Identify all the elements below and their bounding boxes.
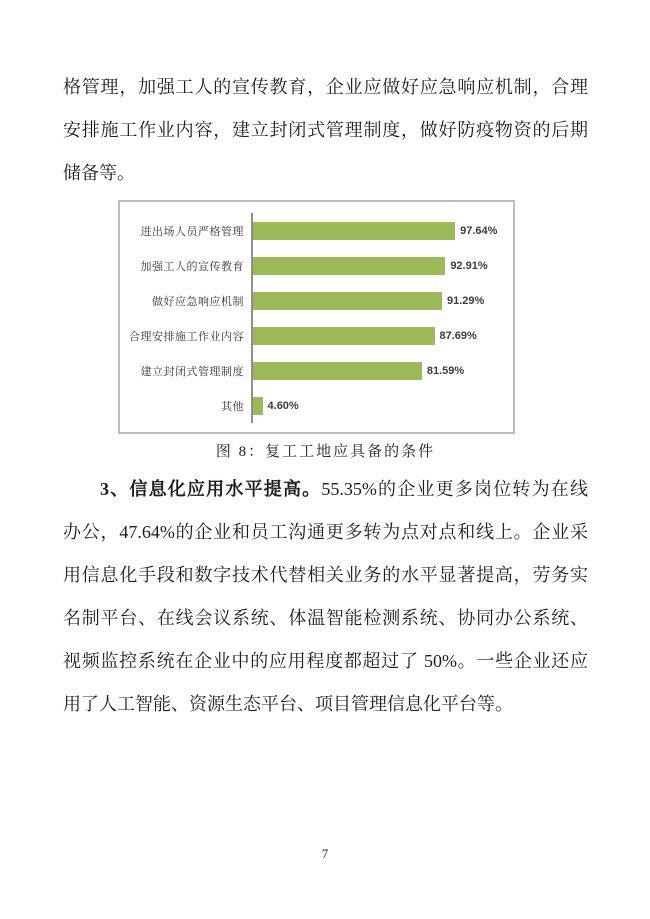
paragraph-line: 用信息化手段和数字技术代替相关业务的水平显著提高，劳务实 (63, 565, 588, 585)
bar-value-label: 97.64% (460, 224, 498, 237)
bar-category-label: 建立封闭式管理制度 (140, 365, 244, 378)
bar-value-label: 92.91% (450, 259, 488, 272)
paragraph-line: 用了人工智能、资源生态平台、项目管理信息化平台等。 (63, 694, 513, 714)
bar-category-label: 合理安排施工作业内容 (129, 330, 244, 343)
bar-category-label: 其他 (221, 400, 244, 413)
bar-category-label: 做好应急响应机制 (152, 295, 244, 308)
paragraph-line: 名制平台、在线会议系统、体温智能检测系统、协同办公系统、 (63, 608, 588, 628)
bar-value-label: 87.69% (439, 329, 477, 342)
paragraph-line: 视频监控系统在企业中的应用程度都超过了 50%。一些企业还应 (63, 651, 588, 671)
chart-plot-area (251, 248, 513, 283)
paragraph-line: 储备等。 (63, 163, 135, 183)
bar (253, 222, 455, 240)
paragraph-line: 格管理，加强工人的宣传教育，企业应做好应急响应机制，合理 (63, 77, 588, 97)
chart-row (120, 283, 513, 318)
bar (253, 397, 263, 415)
paragraph-1 (63, 66, 588, 195)
bar-value-label: 91.29% (446, 294, 485, 307)
chart-rows (120, 213, 513, 423)
chart-plot-area (251, 213, 513, 248)
document-page-content (63, 66, 588, 726)
chart-plot-area (251, 283, 513, 318)
chart-row (120, 318, 513, 353)
figure8-bar-chart (118, 200, 515, 434)
bar-value-label: 81.59% (426, 364, 465, 377)
paragraph-line: 安排施工作业内容，建立封闭式管理制度，做好防疫物资的后期 (63, 120, 588, 140)
paragraph-2 (63, 468, 588, 726)
bar (253, 327, 435, 345)
chart-plot-area (251, 388, 513, 423)
paragraph-lead: 3、信息化应用水平提高。 (100, 479, 322, 499)
paragraph-line: 办公，47.64%的企业和员工沟通更多转为点对点和线上。企业采 (63, 522, 588, 542)
bar-category-label: 进出场人员严格管理 (140, 225, 244, 238)
bar (253, 362, 422, 380)
paragraph-line (63, 468, 588, 511)
chart-row (120, 388, 513, 423)
chart-row (120, 213, 513, 248)
chart-row (120, 248, 513, 283)
bar (253, 292, 442, 310)
chart-plot-area (251, 318, 513, 353)
bar (253, 257, 445, 275)
bar-category-label: 加强工人的宣传教育 (140, 260, 244, 273)
paragraph-line-rest: 55.35%的企业更多岗位转为在线 (321, 479, 588, 499)
figure-caption: 图 8：复工工地应具备的条件 (215, 444, 436, 460)
page-number: 7 (321, 846, 329, 861)
bar-value-label: 4.60% (267, 399, 299, 412)
chart-row (120, 353, 513, 388)
chart-plot-area (251, 353, 513, 388)
